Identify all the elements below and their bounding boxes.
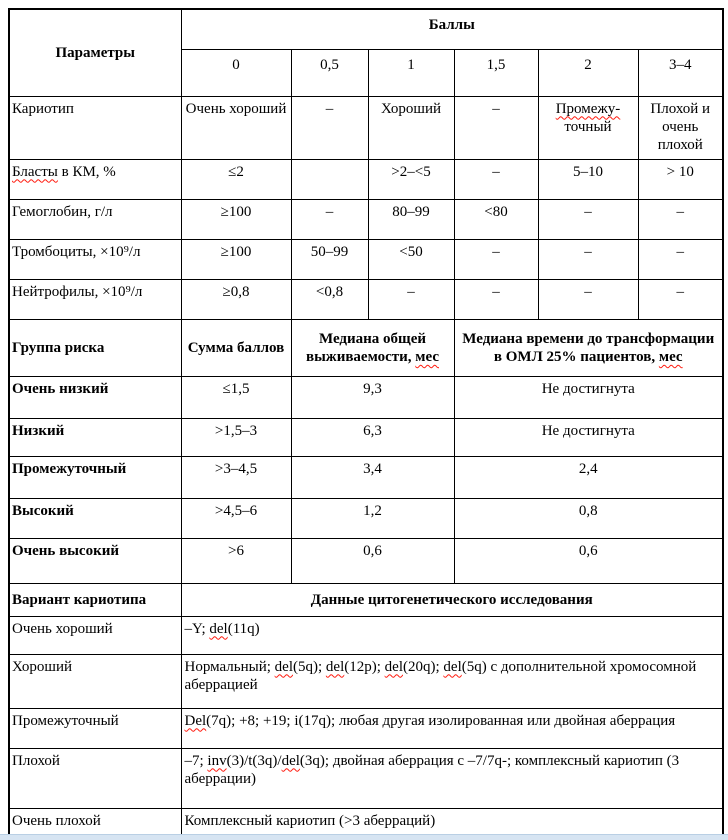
score-value-cell: 80–99 [368, 199, 454, 239]
window-bottom-edge [0, 834, 728, 840]
score-value-cell: – [368, 279, 454, 319]
karyotype-variant-name-cell: Плохой [9, 748, 181, 808]
param-name-cell: Гемоглобин, г/л [9, 199, 181, 239]
overall-survival-cell: 9,3 [291, 376, 454, 418]
score-value-cell: <80 [454, 199, 538, 239]
score-value-cell: 50–99 [291, 239, 368, 279]
overall-survival-header-cell: Медиана общей выживаемости, мес [291, 319, 454, 376]
overall-survival-cell: 6,3 [291, 418, 454, 456]
score-value-cell: – [291, 199, 368, 239]
param-header-cell: Параметры [9, 9, 181, 96]
aml-transformation-cell: 0,8 [454, 498, 723, 538]
table-row-platelets-param [9, 239, 723, 279]
risk-group-name-cell: Очень высокий [9, 538, 181, 583]
karyotype-variant-name-cell: Промежуточный [9, 708, 181, 748]
scores-header-cell: Баллы [181, 9, 723, 49]
table-row-karyotype-good [9, 654, 723, 708]
risk-group-header-cell: Группа риска [9, 319, 181, 376]
table-row-neutrophils-param [9, 279, 723, 319]
score-label-cell: 1 [368, 49, 454, 96]
score-sum-cell: >4,5–6 [181, 498, 291, 538]
table-row-karyotype-poor [9, 748, 723, 808]
table-row-blasts-param [9, 159, 723, 199]
score-value-cell: >2–<5 [368, 159, 454, 199]
score-label-cell: 3–4 [638, 49, 723, 96]
cytogenetic-data-cell: Комплексный кариотип (>3 аберраций) [181, 808, 723, 836]
score-sum-cell: ≤1,5 [181, 376, 291, 418]
table-row-risk-intermediate [9, 456, 723, 498]
cytogenetic-data-cell: –Y; del(11q) [181, 616, 723, 654]
score-value-cell: Плохой и очень плохой [638, 96, 723, 159]
cytogenetic-data-cell: Нормальный; del(5q); del(12p); del(20q); del(5q) с дополнительной хромосомной аберрацией [181, 654, 723, 708]
risk-group-name-cell: Высокий [9, 498, 181, 538]
score-value-cell: > 10 [638, 159, 723, 199]
score-label-cell: 2 [538, 49, 638, 96]
score-value-cell: ≥0,8 [181, 279, 291, 319]
score-sum-cell: >6 [181, 538, 291, 583]
table-row-karyotype-param [9, 96, 723, 159]
karyotype-variant-name-cell: Очень хороший [9, 616, 181, 654]
score-value-cell [291, 159, 368, 199]
cytogenetic-data-cell: Del(7q); +8; +19; i(17q); любая другая изолированная или двойная аберрация [181, 708, 723, 748]
risk-group-name-cell: Очень низкий [9, 376, 181, 418]
score-value-cell: <50 [368, 239, 454, 279]
param-name-cell: Тромбоциты, ×10⁹/л [9, 239, 181, 279]
table-row-hemoglobin-param [9, 199, 723, 239]
karyotype-variant-name-cell: Хороший [9, 654, 181, 708]
score-sum-cell: >3–4,5 [181, 456, 291, 498]
table-row-header [9, 9, 723, 49]
risk-group-name-cell: Низкий [9, 418, 181, 456]
score-value-cell: – [454, 159, 538, 199]
score-value-cell: Очень хороший [181, 96, 291, 159]
score-value-cell: – [638, 279, 723, 319]
risk-group-name-cell: Промежуточный [9, 456, 181, 498]
score-value-cell: Промежу-точный [538, 96, 638, 159]
table-row-karyotype-very-poor [9, 808, 723, 836]
score-value-cell: – [538, 239, 638, 279]
table-row-risk-high [9, 498, 723, 538]
table-row-karyotype-header [9, 583, 723, 616]
karyotype-variant-header-cell: Вариант кариотипа [9, 583, 181, 616]
score-label-cell: 0,5 [291, 49, 368, 96]
param-name-cell: Бласты в КМ, % [9, 159, 181, 199]
score-value-cell: ≤2 [181, 159, 291, 199]
overall-survival-cell: 0,6 [291, 538, 454, 583]
score-label-cell: 0 [181, 49, 291, 96]
table-row-risk-very-high [9, 538, 723, 583]
overall-survival-cell: 3,4 [291, 456, 454, 498]
score-value-cell: ≥100 [181, 199, 291, 239]
cytogenetic-data-header-cell: Данные цитогенетического исследования [181, 583, 723, 616]
score-value-cell: – [454, 279, 538, 319]
score-value-cell: – [638, 239, 723, 279]
aml-transformation-cell: 2,4 [454, 456, 723, 498]
ipssr-scoring-table [8, 8, 724, 837]
aml-transformation-cell: Не достигнута [454, 418, 723, 456]
aml-transformation-cell: Не достигнута [454, 376, 723, 418]
score-value-cell: – [291, 96, 368, 159]
score-value-cell: – [454, 96, 538, 159]
score-value-cell: – [638, 199, 723, 239]
score-value-cell: – [538, 279, 638, 319]
score-sum-header-cell: Сумма баллов [181, 319, 291, 376]
table-row-karyotype-very-good [9, 616, 723, 654]
table-row-risk-header [9, 319, 723, 376]
score-value-cell: ≥100 [181, 239, 291, 279]
overall-survival-cell: 1,2 [291, 498, 454, 538]
table-row-karyotype-intermediate [9, 708, 723, 748]
param-name-cell: Кариотип [9, 96, 181, 159]
score-value-cell: 5–10 [538, 159, 638, 199]
score-value-cell: – [538, 199, 638, 239]
score-value-cell: Хороший [368, 96, 454, 159]
score-value-cell: – [454, 239, 538, 279]
aml-transformation-cell: 0,6 [454, 538, 723, 583]
aml-transformation-header-cell: Медиана времени до трансформации в ОМЛ 25% пациентов, мес [454, 319, 723, 376]
cytogenetic-data-cell: –7; inv(3)/t(3q)/del(3q); двойная аберрация с –7/7q-; комплексный кариотип (3 аберрации) [181, 748, 723, 808]
table-row-risk-very-low [9, 376, 723, 418]
score-label-cell: 1,5 [454, 49, 538, 96]
score-sum-cell: >1,5–3 [181, 418, 291, 456]
karyotype-variant-name-cell: Очень плохой [9, 808, 181, 836]
table-row-risk-low [9, 418, 723, 456]
document-page [8, 8, 722, 837]
score-value-cell: <0,8 [291, 279, 368, 319]
param-name-cell: Нейтрофилы, ×10⁹/л [9, 279, 181, 319]
